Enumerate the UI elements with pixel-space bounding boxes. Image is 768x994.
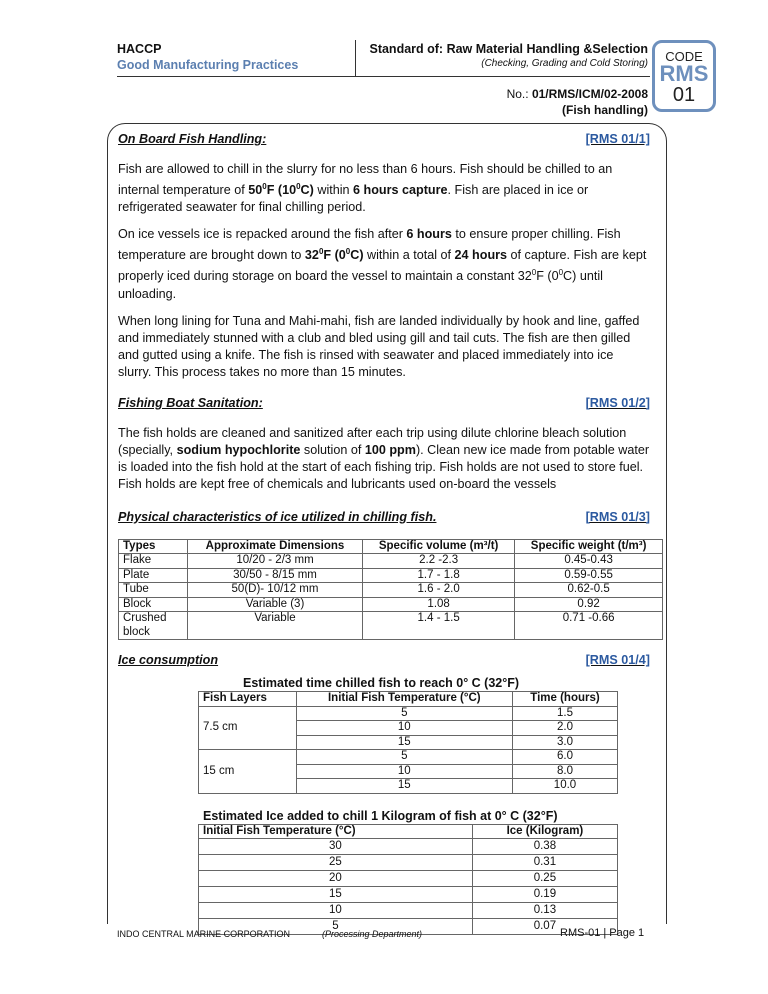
text-run: 6 hours capture (353, 183, 448, 198)
code-main: RMS (659, 61, 709, 86)
table-row (119, 568, 663, 583)
table-cell: 15 (296, 735, 512, 750)
footer-page: RMS-01 | Page 1 (560, 927, 645, 939)
text-run: 24 hours (454, 248, 508, 263)
column-header: Initial Fish Temperature (°C) (296, 692, 512, 707)
standard-title: Standard of: Raw Material Handling &Selection (369, 42, 648, 56)
table-header-row (199, 692, 618, 707)
table-row (199, 706, 618, 721)
table-cell: Variable (3) (188, 597, 363, 612)
text-run: F (0 (323, 248, 346, 263)
text-run: to ensure proper chilling. Fish temperature are brought down to (118, 227, 621, 263)
table-cell: 0.45-0.43 (515, 554, 663, 569)
superscript: 0 (318, 247, 324, 257)
text-run: When long lining for Tuna and Mahi-mahi, fish are landed individually by hook and line, gaffed and immediately stunned with a club and bled using gill and tail cuts. The fish are then gilled and gutted using a knife. The fish is rinsed with seawater and placed immediately into ice slurry. This process takes no more than 15 minutes. (118, 313, 640, 379)
table-row (119, 583, 663, 598)
table-cell: Block (119, 597, 188, 612)
header-rule (117, 76, 650, 77)
section-title: Ice consumption (118, 653, 219, 668)
header-divider (355, 40, 356, 76)
table-cell: 0.31 (472, 855, 617, 871)
code-label: CODE (665, 49, 703, 64)
column-header: Initial Fish Temperature (°C) (199, 824, 473, 839)
table-cell: 1.4 - 1.5 (362, 612, 514, 640)
paragraph (118, 425, 650, 493)
table-cell: 1.7 - 1.8 (362, 568, 514, 583)
table-cell: 15 (199, 887, 473, 903)
paragraph (118, 313, 650, 381)
text-run: 32 (304, 248, 319, 263)
table-cell: Plate (119, 568, 188, 583)
doc-number-value: 01/RMS/ICM/02-2008 (531, 87, 648, 101)
table-cell: 0.92 (515, 597, 663, 612)
superscript: 0 (345, 247, 351, 257)
ice-added-title: Estimated Ice added to chill 1 Kilogram of fish at 0° C (32°F) (203, 808, 558, 823)
table-cell: 10 (199, 903, 473, 919)
superscript: 0 (531, 268, 537, 278)
text-run: On ice vessels ice is repacked around the fish after (118, 227, 407, 242)
column-header: Time (hours) (512, 692, 617, 707)
paragraph (118, 226, 650, 302)
table-cell: Tube (119, 583, 188, 598)
table-row (199, 750, 618, 765)
table-header-row (119, 539, 663, 554)
table-cell: 1.5 (512, 706, 617, 721)
section-title: Fishing Boat Sanitation: (118, 395, 263, 410)
header-title: HACCP (117, 42, 162, 56)
table-cell: 5 (296, 706, 512, 721)
section-heading (118, 509, 650, 526)
ice-added-table (198, 824, 618, 936)
table-cell: 0.62-0.5 (515, 583, 663, 598)
column-header: Types (119, 539, 188, 554)
table-cell: Variable (188, 612, 363, 640)
time-table-title: Estimated time chilled fish to reach 0° C (32°F) (243, 676, 520, 691)
section-heading (118, 652, 650, 669)
table-cell: 0.59-0.55 (515, 568, 663, 583)
doc-subject: (Fish handling) (562, 103, 648, 117)
column-header: Specific volume (m³/t) (362, 539, 514, 554)
column-header: Approximate Dimensions (188, 539, 363, 554)
section-ref: [RMS 01/2] (585, 395, 650, 410)
section-heading (118, 131, 650, 148)
footer-department: (Processing Department) (322, 929, 423, 939)
text-run: F (10 (266, 183, 297, 198)
paragraph (118, 161, 650, 216)
section-ref: [RMS 01/4] (585, 653, 650, 668)
footer-company: INDO CENTRAL MARINE CORPORATION (117, 929, 291, 939)
table-cell: 1.08 (362, 597, 514, 612)
table-row (199, 855, 618, 871)
table-cell: 5 (199, 919, 473, 935)
text-run: Fish are allowed to chill in the slurry for no less than 6 hours. Fish should be chilled to an internal temperature of (118, 162, 613, 198)
text-run: 100 ppm (364, 442, 416, 457)
standard-subtitle: (Checking, Grading and Cold Storing) (481, 58, 648, 69)
code-badge (652, 40, 716, 112)
column-header: Fish Layers (199, 692, 297, 707)
text-run: The fish holds are cleaned and sanitized after each trip using dilute chlorine bleach solution (specially, (118, 425, 627, 457)
column-header: Ice (Kilogram) (472, 824, 617, 839)
superscript: 0 (558, 268, 564, 278)
table-row (119, 597, 663, 612)
chill-time-table (198, 691, 618, 794)
fish-layer-cell: 15 cm (199, 750, 297, 794)
table-header-row (199, 824, 618, 839)
text-run: 50 (248, 183, 263, 198)
text-run: 6 hours (406, 227, 452, 242)
table-row (199, 871, 618, 887)
text-run: sodium hypochlorite (176, 442, 301, 457)
text-run: of capture. Fish are kept properly iced during storage on board the vessel to maintain a constant 32 (118, 248, 647, 284)
table-cell: 30/50 - 8/15 mm (188, 568, 363, 583)
table-cell: 0.38 (472, 839, 617, 855)
table-row (119, 554, 663, 569)
table-cell: 10.0 (512, 779, 617, 794)
table-cell: 0.71 -0.66 (515, 612, 663, 640)
text-run: within (313, 183, 354, 198)
table-row (199, 903, 618, 919)
table-cell: 0.13 (472, 903, 617, 919)
table-cell: 6.0 (512, 750, 617, 765)
table-cell: 20 (199, 871, 473, 887)
table-cell: 0.25 (472, 871, 617, 887)
text-run: solution of (300, 442, 365, 457)
column-header: Specific weight (t/m³) (515, 539, 663, 554)
table-cell: 15 (296, 779, 512, 794)
table-cell: 0.19 (472, 887, 617, 903)
table-cell: 5 (296, 750, 512, 765)
table-cell: 0.07 (472, 919, 617, 935)
doc-number-label: No.: (506, 87, 532, 101)
section-heading (118, 395, 650, 412)
table-cell: 3.0 (512, 735, 617, 750)
table-cell: Crushed block (119, 612, 188, 640)
table-cell: 8.0 (512, 764, 617, 779)
text-run: . Fish are placed in ice or refrigerated seawater for final chilling period. (118, 183, 589, 215)
doc-number (507, 87, 648, 101)
text-run: ). Clean new ice made from potable water is loaded into the fish hold at the start of each fishing trip. Fish holds are not used to store fuel. Fish holds are kept free of chemicals and lubricants used on-board the vessels (118, 442, 650, 491)
code-number: 01 (672, 84, 696, 106)
table-cell: 10/20 - 2/3 mm (188, 554, 363, 569)
table-cell: Flake (119, 554, 188, 569)
table-row (199, 839, 618, 855)
table-cell: 2.0 (512, 721, 617, 736)
text-run: C) (350, 248, 364, 263)
superscript: 0 (262, 182, 267, 191)
superscript: 0 (296, 182, 301, 191)
table-cell: 10 (296, 764, 512, 779)
header-subtitle: Good Manufacturing Practices (117, 58, 299, 72)
text-run: C) (300, 183, 314, 198)
table-cell: 1.6 - 2.0 (362, 583, 514, 598)
table-cell: 30 (199, 839, 473, 855)
table-cell: 10 (296, 721, 512, 736)
section-title: On Board Fish Handling: (118, 132, 267, 146)
section-ref: [RMS 01/1] (585, 132, 650, 146)
table-cell: 50(D)- 10/12 mm (188, 583, 363, 598)
table-cell: 2.2 -2.3 (362, 554, 514, 569)
table-cell: 25 (199, 855, 473, 871)
content (118, 131, 650, 935)
section-title: Physical characteristics of ice utilized in chilling fish. (118, 509, 437, 524)
ice-characteristics-table (118, 539, 663, 641)
text-run: F (0 (536, 269, 559, 284)
table-row (199, 887, 618, 903)
text-run: C) until unloading. (118, 269, 603, 301)
table-row (119, 612, 663, 640)
fish-layer-cell: 7.5 cm (199, 706, 297, 750)
text-run: within a total of (363, 248, 455, 263)
section-ref: [RMS 01/3] (585, 509, 650, 524)
